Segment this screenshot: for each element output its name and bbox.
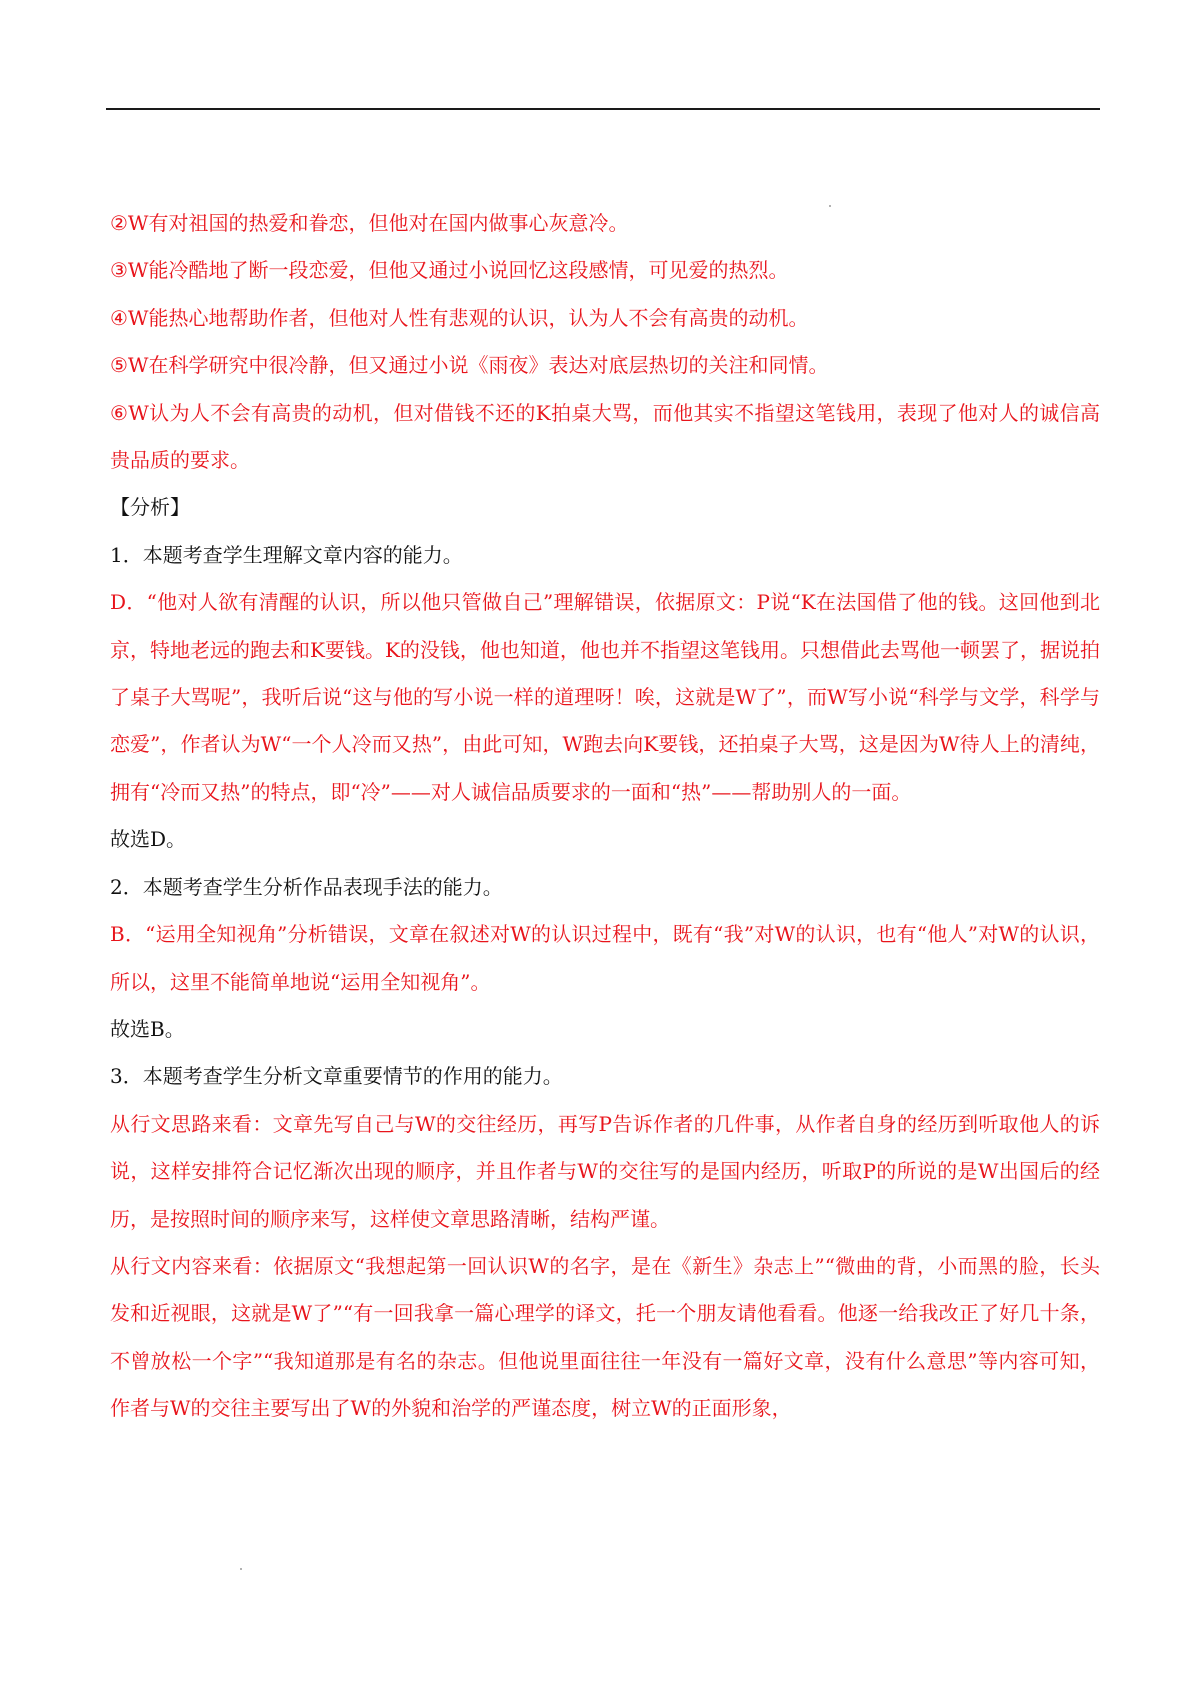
q3-paragraph-2: 从行文内容来看：依据原文“我想起第一回认识W的名字，是在《新生》杂志上”“微曲的背，小而黑的脸，长头发和近视眼，这就是W了”“有一回我拿一篇心理学的译文，托一个朋友请他看看。他逐一给我改正了好几十条，不曾放松一个字”“我知道那是有名的杂志。但他说里面往往一年没有一篇好文章，没有什么意思”等内容可知，作者与W的交往主要写出了W的外貌和治学的严谨态度，树立W的正面形象， [110,1253,1100,1421]
q2-heading: 2．本题考查学生分析作品表现手法的能力。 [110,874,503,899]
q3-heading: 3．本题考查学生分析文章重要情节的作用的能力。 [110,1064,563,1089]
q2-explanation: B．“运用全知视角”分析错误，文章在叙述对W的认识过程中，既有“我”对W的认识，也有“他人”对W的认识，所以，这里不能简单地说“运用全知视角”。 [110,922,1100,994]
option-3: ③W能冷酷地了断一段恋爱，但他又通过小说回忆这段感情，可见爱的热烈。 [110,258,789,283]
option-4: ④W能热心地帮助作者，但他对人性有悲观的认识，认为人不会有高贵的动机。 [110,305,809,330]
option-5: ⑤W在科学研究中很冷静，但又通过小说《雨夜》表达对底层热切的关注和同情。 [110,353,829,378]
q3-paragraph-1: 从行文思路来看：文章先写自己与W的交往经历，再写P告诉作者的几件事，从作者自身的经历到听取他人的诉说，这样安排符合记忆渐次出现的顺序，并且作者与W的交往写的是国内经历，听取P的所说的是W出国后的经历，是按照时间的顺序来写，这样使文章思路清晰，结构严谨。 [110,1111,1100,1231]
option-6: ⑥W认为人不会有高贵的动机，但对借钱不还的K拍桌大骂，而他其实不指望这笔钱用，表现了他对人的诚信高贵品质的要求。 [110,400,1100,473]
option-2: ②W有对祖国的热爱和眷恋，但他对在国内做事心灰意冷。 [110,211,629,235]
q2-answer: 故选B。 [110,1016,185,1041]
document-body [110,200,1100,1433]
speck-mark-bottom [240,1568,242,1570]
q1-answer: 故选D。 [110,827,187,852]
analysis-heading: 【分析】 [110,495,190,520]
q1-explanation: D．“他对人欲有清醒的认识，所以他只管做自己”理解错误，依据原文：P说“K在法国借了他的钱。这回他到北京，特地老远的跑去和K要钱。K的没钱，他也知道，他也并不指望这笔钱用。只想借此去骂他一顿罢了，据说拍了桌子大骂呢”，我听后说“这与他的写小说一样的道理呀！唉，这就是W了”，而W写小说“科学与文学，科学与恋爱”，作者认为W“一个人冷而又热”，由此可知，W跑去向K要钱，还拍桌子大骂，这是因为W待人上的清纯，拥有“冷而又热”的特点，即“冷”——对人诚信品质要求的一面和“热”——帮助别人的一面。 [110,590,1100,804]
q1-heading: 1．本题考查学生理解文章内容的能力。 [110,542,463,567]
header-rule [106,108,1100,110]
